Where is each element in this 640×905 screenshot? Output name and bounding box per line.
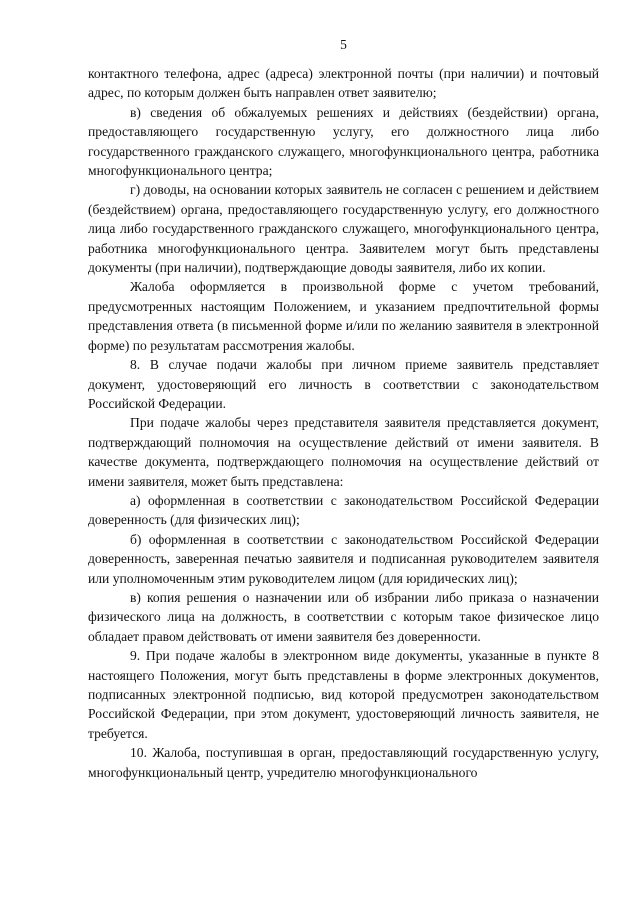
paragraph-item-b: б) оформленная в соответствии с законодательством Российской Федерации доверенность, заверенная печатью заявителя и подписанная руководителем заявителя или уполномоченным этим руководителем лицом (для юридических лиц); — [88, 531, 599, 586]
paragraph-item-v2: в) копия решения о назначении или об избрании либо приказа о назначении физического лица на должность, в соответствии с которым такое физическое лицо обладает правом действовать от имени заявителя без доверенности. — [88, 589, 599, 644]
document-body — [88, 64, 599, 782]
paragraph-complaint-form: Жалоба оформляется в произвольной форме с учетом требований, предусмотренных настоящим Положением, и указанием предпочтительной формы представления ответа (в письменной форме и/или по желанию заявителя в электронной форме) по результатам рассмотрения жалобы. — [88, 279, 599, 353]
paragraph-item-v: в) сведения об обжалуемых решениях и действиях (бездействии) органа, предоставляющего государственную услугу, его должностного лица либо государственного гражданского служащего, многофункционального центра, работника многофункционального центра; — [88, 104, 599, 179]
paragraph-point-10: 10. Жалоба, поступившая в орган, предоставляющий государственную услугу, многофункциональный центр, учредителю многофункционального — [88, 745, 599, 780]
paragraph-item-g: г) доводы, на основании которых заявитель не согласен с решением и действием (бездействием) органа, предоставляющего государственную услугу, его должностного лица либо государственного гражданского служащего, многофункционального центра, работника многофункционального центра. Заявителем могут быть представлены документы (при наличии), подтверждающие доводы заявителя, либо их копии. — [88, 182, 599, 276]
paragraph-contact-info: контактного телефона, адрес (адреса) электронной почты (при наличии) и почтовый адрес, по которым должен быть направлен ответ заявителю; — [88, 66, 599, 101]
paragraph-representative: При подаче жалобы через представителя заявителя представляется документ, подтверждающий полномочия на осуществление действий от имени заявителя. В качестве документа, подтверждающего полномочия на осуществление действий от имени заявителя, может быть представлена: — [88, 415, 599, 489]
paragraph-point-9: 9. При подаче жалобы в электронном виде документы, указанные в пункте 8 настоящего Положения, могут быть представлены в форме электронных документов, подписанных электронной подписью, вид которой предусмотрен законодательством Российской Федерации, при этом документ, удостоверяющий личность заявителя, не требуется. — [88, 648, 599, 741]
paragraph-point-8: 8. В случае подачи жалобы при личном приеме заявитель представляет документ, удостоверяющий его личность в соответствии с законодательством Российской Федерации. — [88, 357, 599, 411]
paragraph-item-a: а) оформленная в соответствии с законодательством Российской Федерации доверенность (для физических лиц); — [88, 492, 599, 528]
page-number: 5 — [340, 37, 347, 52]
